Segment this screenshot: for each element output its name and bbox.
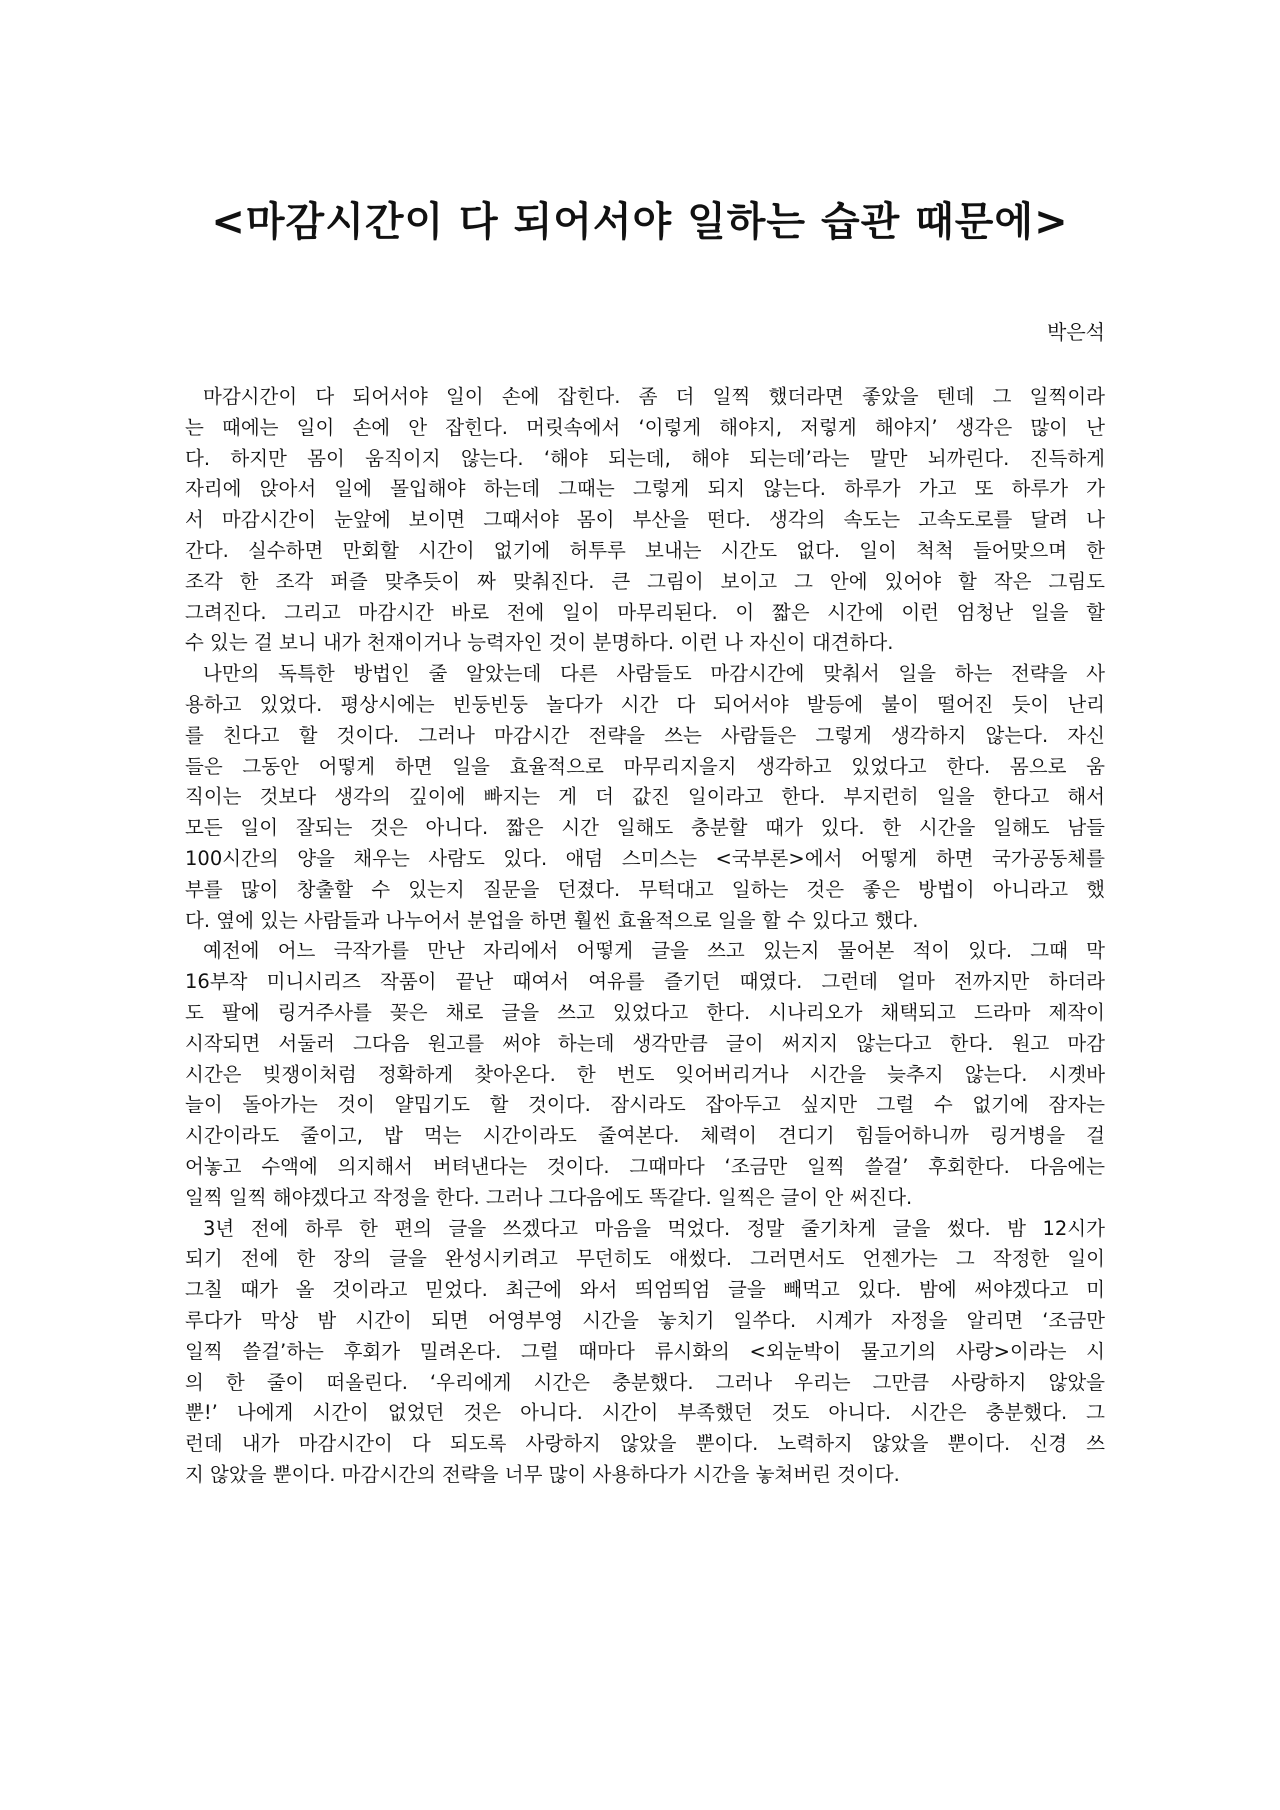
text-line: 자리에 앉아서 일에 몰입해야 하는데 그때는 그렇게 되지 않는다. 하루가 가고 또 하루가 가 xyxy=(185,477,1105,501)
text-line: 일찍 일찍 해야겠다고 작정을 한다. 그러나 그다음에도 똑같다. 일찍은 글이 안 써진다. xyxy=(185,1185,913,1209)
text-line: 100시간의 양을 채우는 사람도 있다. 애덤 스미스는 <국부론>에서 어떻게 하면 국가공동체를 xyxy=(185,846,1105,870)
text-line: 그려진다. 그리고 마감시간 바로 전에 일이 마무리된다. 이 짧은 시간에 이런 엄청난 일을 할 xyxy=(185,600,1105,624)
text-line: 서 마감시간이 눈앞에 보이면 그때서야 몸이 부산을 떤다. 생각의 속도는 고속도로를 달려 나 xyxy=(185,508,1105,532)
text-line: 일찍 쓸걸’하는 후회가 밀려온다. 그럴 때마다 류시화의 <외눈박이 물고기의 사랑>이라는 시 xyxy=(185,1339,1105,1363)
text-line: 나만의 독특한 방법인 줄 알았는데 다른 사람들도 마감시간에 맞춰서 일을 하는 전략을 사 xyxy=(203,662,1105,686)
text-line: 는 때에는 일이 손에 안 잡힌다. 머릿속에서 ‘이렇게 해야지, 저렇게 해야지’ 생각은 많이 난 xyxy=(185,415,1105,439)
text-line: 늘이 돌아가는 것이 얄밉기도 할 것이다. 잠시라도 잡아두고 싶지만 그럴 수 없기에 잠자는 xyxy=(185,1093,1105,1117)
text-line: 수 있는 걸 보니 내가 천재이거나 능력자인 것이 분명하다. 이런 나 자신이 대견하다. xyxy=(185,631,894,655)
text-line: 지 않았을 뿐이다. 마감시간의 전략을 너무 많이 사용하다가 시간을 놓쳐버린 것이다. xyxy=(185,1462,900,1486)
text-line: 16부작 미니시리즈 작품이 끝난 때여서 여유를 즐기던 때였다. 그런데 얼마 전까지만 하더라 xyxy=(185,970,1105,994)
text-line: 다. 옆에 있는 사람들과 나누어서 분업을 하면 훨씬 효율적으로 일을 할 수 있다고 했다. xyxy=(185,908,919,932)
text-line: 런데 내가 마감시간이 다 되도록 사랑하지 않았을 뿐이다. 노력하지 않았을 뿐이다. 신경 쓰 xyxy=(185,1432,1105,1456)
text-line: 들은 그동안 어떻게 하면 일을 효율적으로 마무리지을지 생각하고 있었다고 한다. 몸으로 움 xyxy=(185,754,1105,778)
text-line: 어놓고 수액에 의지해서 버텨낸다는 것이다. 그때마다 ‘조금만 일찍 쓸걸’ 후회한다. 다음에는 xyxy=(185,1154,1105,1178)
text-line: 의 한 줄이 떠올린다. ‘우리에게 시간은 충분했다. 그러나 우리는 그만큼 사랑하지 않았을 xyxy=(185,1370,1105,1394)
text-line: 모든 일이 잘되는 것은 아니다. 짧은 시간 일해도 충분할 때가 있다. 한 시간을 일해도 남들 xyxy=(185,816,1105,840)
text-line: 부를 많이 창출할 수 있는지 질문을 던졌다. 무턱대고 일하는 것은 좋은 방법이 아니라고 했 xyxy=(185,877,1105,901)
paragraph xyxy=(185,936,1105,1213)
document-title: <마감시간이 다 되어서야 일하는 습관 때문에> xyxy=(211,199,1069,245)
text-line: 3년 전에 하루 한 편의 글을 쓰겠다고 마음을 먹었다. 정말 줄기차게 글을 썼다. 밤 12시가 xyxy=(203,1216,1105,1240)
text-line: 간다. 실수하면 만회할 시간이 없기에 허투루 보내는 시간도 없다. 일이 척척 들어맞으며 한 xyxy=(185,538,1105,562)
text-line: 시작되면 서둘러 그다음 원고를 써야 하는데 생각만큼 글이 써지지 않는다고 한다. 원고 마감 xyxy=(185,1031,1105,1055)
text-line: 조각 한 조각 퍼즐 맞추듯이 짜 맞춰진다. 큰 그림이 보이고 그 안에 있어야 할 작은 그림도 xyxy=(185,569,1105,593)
text-line: 시간이라도 줄이고, 밥 먹는 시간이라도 줄여본다. 체력이 견디기 힘들어하니까 링거병을 걸 xyxy=(185,1124,1105,1148)
text-line: 시간은 빚쟁이처럼 정확하게 찾아온다. 한 번도 잊어버리거나 시간을 늦추지 않는다. 시곗바 xyxy=(185,1062,1105,1086)
text-line: 되기 전에 한 장의 글을 완성시키려고 무던히도 애썼다. 그러면서도 언젠가는 그 작정한 일이 xyxy=(185,1247,1105,1271)
text-line: 다. 하지만 몸이 움직이지 않는다. ‘해야 되는데, 해야 되는데’라는 말만 뇌까린다. 진득하게 xyxy=(185,446,1105,470)
text-line: 도 팔에 링거주사를 꽂은 채로 글을 쓰고 있었다고 한다. 시나리오가 채택되고 드라마 제작이 xyxy=(185,1000,1105,1024)
author-name: 박은석 xyxy=(1047,320,1105,344)
text-line: 그칠 때가 올 것이라고 믿었다. 최근에 와서 띄엄띄엄 글을 빼먹고 있다. 밤에 써야겠다고 미 xyxy=(185,1278,1105,1302)
paragraph xyxy=(185,382,1105,659)
text-line: 루다가 막상 밤 시간이 되면 어영부영 시간을 놓치기 일쑤다. 시계가 자정을 알리면 ‘조금만 xyxy=(185,1308,1105,1332)
text-line: 용하고 있었다. 평상시에는 빈둥빈둥 놀다가 시간 다 되어서야 발등에 불이 떨어진 듯이 난리 xyxy=(185,692,1105,716)
text-line: 마감시간이 다 되어서야 일이 손에 잡힌다. 좀 더 일찍 했더라면 좋았을 텐데 그 일찍이라 xyxy=(203,385,1105,408)
text-line: 를 친다고 할 것이다. 그러나 마감시간 전략을 쓰는 사람들은 그렇게 생각하지 않는다. 자신 xyxy=(185,723,1105,747)
text-line: 직이는 것보다 생각의 깊이에 빠지는 게 더 값진 일이라고 한다. 부지런히 일을 한다고 해서 xyxy=(185,785,1105,809)
document-body xyxy=(185,382,1105,1491)
paragraph xyxy=(185,1214,1105,1491)
text-line: 뿐!’ 나에게 시간이 없었던 것은 아니다. 시간이 부족했던 것도 아니다. 시간은 충분했다. 그 xyxy=(185,1401,1105,1425)
text-line: 예전에 어느 극작가를 만난 자리에서 어떻게 글을 쓰고 있는지 물어본 적이 있다. 그때 막 xyxy=(203,939,1105,963)
paragraph xyxy=(185,659,1105,936)
